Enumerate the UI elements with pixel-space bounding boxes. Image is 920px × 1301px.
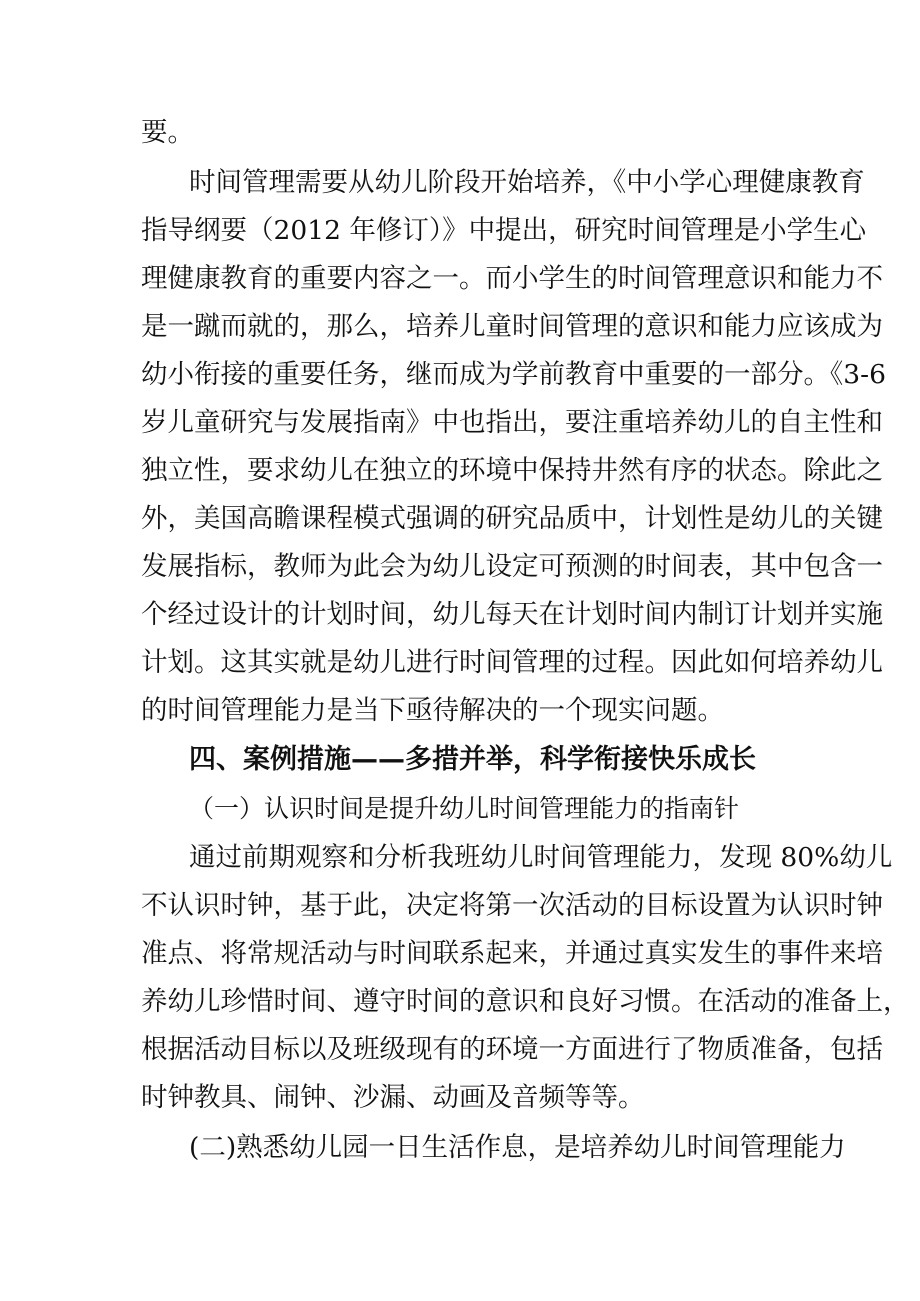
- paragraph-2-line: 通过前期观察和分析我班幼儿时间管理能力，发现 80%幼儿: [189, 842, 893, 873]
- paragraph-1-line: 计划。这其实就是幼儿进行时间管理的过程。因此如何培养幼儿: [141, 647, 883, 678]
- paragraph-1-line: 指导纲要（2012 年修订）》中提出，研究时间管理是小学生心: [141, 215, 867, 246]
- paragraph-2-line: 不认识时钟，基于此，决定将第一次活动的目标设置为认识时钟: [141, 890, 883, 921]
- paragraph-1-line: 独立性，要求幼儿在独立的环境中保持井然有序的状态。除此之: [141, 455, 883, 486]
- paragraph-2-line: 根据活动目标以及班级现有的环境一方面进行了物质准备，包括: [141, 1034, 883, 1065]
- paragraph-fragment-line: 要。: [141, 117, 194, 148]
- section-heading: 四、案例措施——多措并举，科学衔接快乐成长: [189, 744, 756, 775]
- paragraph-2-line: 准点、将常规活动与时间联系起来，并通过真实发生的事件来培: [141, 938, 883, 969]
- paragraph-1-line: 理健康教育的重要内容之一。而小学生的时间管理意识和能力不: [141, 263, 883, 294]
- paragraph-1-line: 的时间管理能力是当下亟待解决的一个现实问题。: [141, 695, 724, 726]
- paragraph-1-line: 是一蹴而就的，那么，培养儿童时间管理的意识和能力应该成为: [141, 311, 883, 342]
- paragraph-1-line: 时间管理需要从幼儿阶段开始培养，《中小学心理健康教育: [189, 167, 865, 198]
- paragraph-1-line: 幼小衔接的重要任务，继而成为学前教育中重要的一部分。《3-6: [141, 359, 886, 390]
- paragraph-1-line: 发展指标，教师为此会为幼儿设定可预测的时间表，其中包含一: [141, 551, 883, 582]
- paragraph-3-line: (二)熟悉幼儿园一日生活作息，是培养幼儿时间管理能力: [189, 1132, 846, 1163]
- paragraph-1-line: 个经过设计的计划时间，幼儿每天在计划时间内制订计划并实施: [141, 599, 883, 630]
- paragraph-1-line: 岁儿童研究与发展指南》中也指出，要注重培养幼儿的自主性和: [141, 407, 883, 438]
- paragraph-1-line: 外，美国高瞻课程模式强调的研究品质中，计划性是幼儿的关键: [141, 503, 883, 534]
- paragraph-2-line: 养幼儿珍惜时间、遵守时间的意识和良好习惯。在活动的准备上，: [141, 986, 910, 1017]
- subheading-1: （一）认识时间是提升幼儿时间管理能力的指南针: [189, 794, 740, 823]
- paragraph-2-line: 时钟教具、闹钟、沙漏、动画及音频等等。: [141, 1082, 645, 1113]
